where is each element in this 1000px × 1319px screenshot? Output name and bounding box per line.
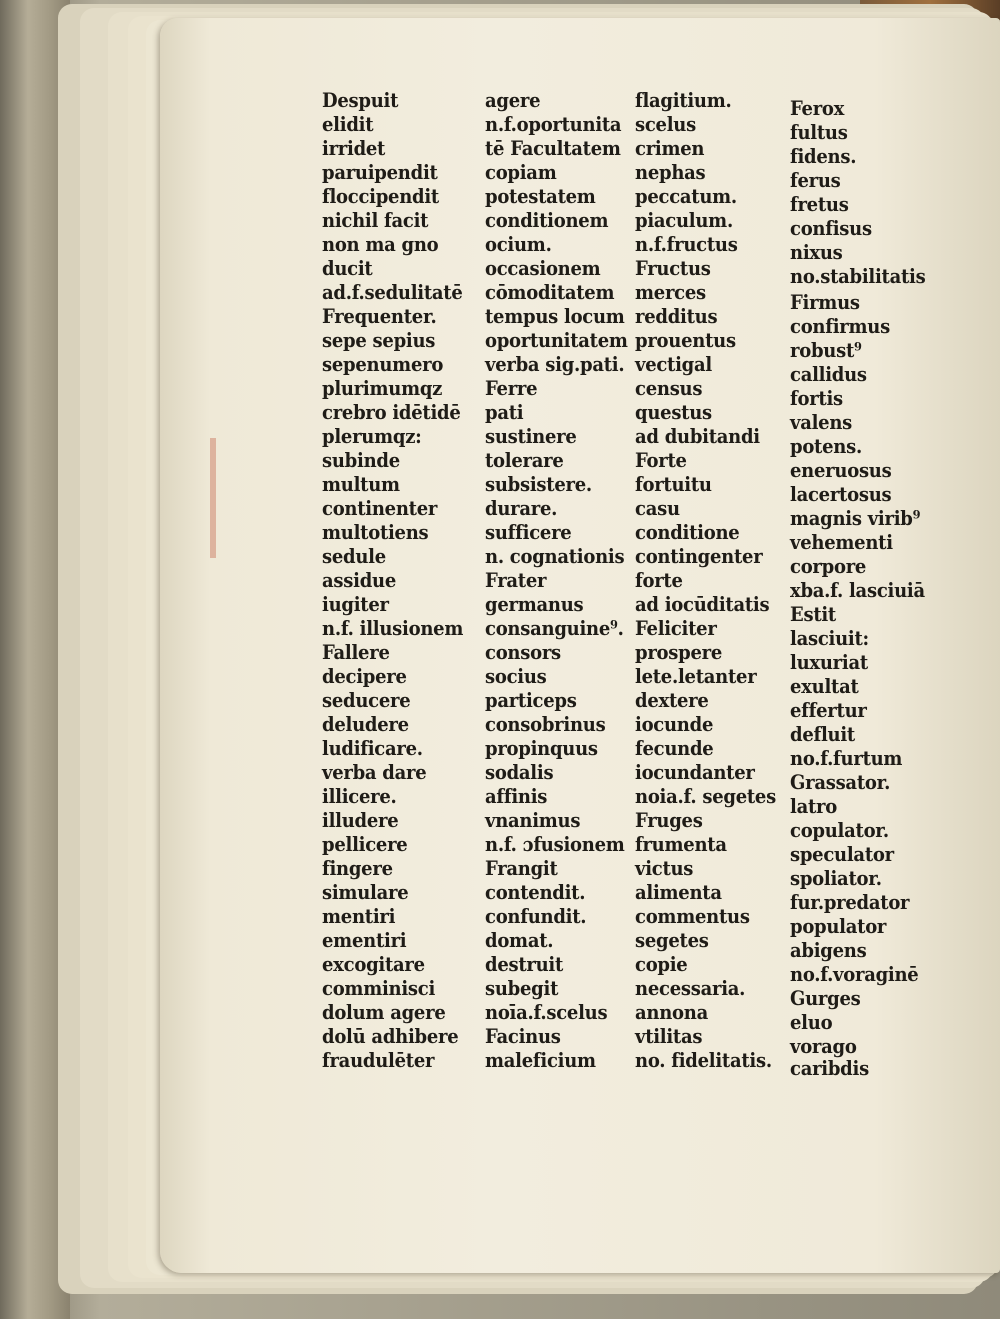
- text-line: fecunde: [635, 736, 714, 760]
- text-line: lacertosus: [790, 482, 892, 506]
- text-line: speculator: [790, 842, 894, 866]
- text-line: Forte: [635, 448, 687, 472]
- text-line: ad.f.sedulitatē: [322, 280, 463, 304]
- text-line: fraudulēter: [322, 1048, 435, 1072]
- text-line: eneruosus: [790, 458, 892, 482]
- text-line: Feliciter: [635, 616, 717, 640]
- text-line: Ferox: [790, 96, 845, 120]
- text-line: excogitare: [322, 952, 425, 976]
- text-line: seducere: [322, 688, 411, 712]
- text-line: conditionem: [485, 208, 609, 232]
- text-line: populator: [790, 914, 887, 938]
- text-line: ducit: [322, 256, 373, 280]
- text-line: domat.: [485, 928, 554, 952]
- text-line: vtilitas: [635, 1024, 703, 1048]
- text-line: tolerare: [485, 448, 564, 472]
- text-line: no.f.furtum: [790, 746, 903, 770]
- text-line: comminisci: [322, 976, 436, 1000]
- text-line: fur.predator: [790, 890, 910, 914]
- text-line: illudere: [322, 808, 399, 832]
- text-line: illicere.: [322, 784, 397, 808]
- text-line: forte: [635, 568, 683, 592]
- text-line: fretus: [790, 192, 849, 216]
- text-line: annona: [635, 1000, 708, 1024]
- text-line: fultus: [790, 120, 848, 144]
- text-line: noīa.f.scelus: [485, 1000, 608, 1024]
- text-line: nephas: [635, 160, 706, 184]
- text-line: iocunde: [635, 712, 714, 736]
- text-line: n.f. ɔfusionem: [485, 832, 625, 856]
- text-line: Frangit: [485, 856, 558, 880]
- text-line: irridet: [322, 136, 386, 160]
- text-line: peccatum.: [635, 184, 737, 208]
- text-line: iocundanter: [635, 760, 755, 784]
- text-line: n.f. illusionem: [322, 616, 464, 640]
- text-line: plerumqz:: [322, 424, 422, 448]
- text-line: verba dare: [322, 760, 427, 784]
- text-line: prouentus: [635, 328, 736, 352]
- text-line: ocium.: [485, 232, 552, 256]
- text-line: robust⁹: [790, 338, 862, 362]
- text-line: merces: [635, 280, 706, 304]
- text-line: questus: [635, 400, 712, 424]
- text-line: ementiri: [322, 928, 407, 952]
- text-line: vehementi: [790, 530, 893, 554]
- text-line: ad iocūditatis: [635, 592, 770, 616]
- text-line: eluo: [790, 1010, 833, 1034]
- text-line: dextere: [635, 688, 709, 712]
- text-line: elidit: [322, 112, 374, 136]
- text-line: lete.letanter: [635, 664, 757, 688]
- text-line: flagitium.: [635, 88, 732, 112]
- text-line: dolū adhibere: [322, 1024, 459, 1048]
- text-line: nichil facit: [322, 208, 429, 232]
- text-line: lasciuit:: [790, 626, 869, 650]
- text-line: maleficium: [485, 1048, 596, 1072]
- text-line: subsistere.: [485, 472, 592, 496]
- text-line: frumenta: [635, 832, 727, 856]
- text-line: contendit.: [485, 880, 586, 904]
- text-line: Frequenter.: [322, 304, 437, 328]
- text-line: n.f.fructus: [635, 232, 738, 256]
- text-line: copie: [635, 952, 688, 976]
- text-line: callidus: [790, 362, 867, 386]
- text-line: ferus: [790, 168, 841, 192]
- text-line: vnanimus: [485, 808, 581, 832]
- text-line: Frater: [485, 568, 547, 592]
- text-line: n.f.oportunita: [485, 112, 622, 136]
- text-line: vectigal: [635, 352, 712, 376]
- text-line: no.f.voraginē: [790, 962, 919, 986]
- text-line: sufficere: [485, 520, 572, 544]
- text-line: socius: [485, 664, 547, 688]
- text-line: pellicere: [322, 832, 408, 856]
- text-line: sodalis: [485, 760, 554, 784]
- text-line: crebro idētidē: [322, 400, 461, 424]
- text-line: affinis: [485, 784, 548, 808]
- text-line: confundit.: [485, 904, 587, 928]
- text-line: prospere: [635, 640, 723, 664]
- text-line: fidens.: [790, 144, 857, 168]
- text-line: Gurges: [790, 986, 861, 1010]
- text-line: sepenumero: [322, 352, 444, 376]
- text-line: fortis: [790, 386, 843, 410]
- text-line: pati: [485, 400, 524, 424]
- text-line: oportunitatem: [485, 328, 628, 352]
- text-line: defluit: [790, 722, 855, 746]
- text-line: subegit: [485, 976, 559, 1000]
- text-line: conditione: [635, 520, 740, 544]
- text-line: potens.: [790, 434, 862, 458]
- text-line: consanguine⁹.: [485, 616, 624, 640]
- text-line: verba sig.pati.: [485, 352, 625, 376]
- text-line: magnis virib⁹: [790, 506, 921, 530]
- text-line: mentiri: [322, 904, 396, 928]
- text-line: simulare: [322, 880, 409, 904]
- text-line: ludificare.: [322, 736, 423, 760]
- text-line: scelus: [635, 112, 696, 136]
- text-line: Estit: [790, 602, 836, 626]
- text-line: effertur: [790, 698, 867, 722]
- text-line: Fallere: [322, 640, 390, 664]
- text-line: spoliator.: [790, 866, 882, 890]
- text-line: abigens: [790, 938, 867, 962]
- text-line: durare.: [485, 496, 558, 520]
- text-line: corpore: [790, 554, 867, 578]
- text-line: deludere: [322, 712, 409, 736]
- text-line: latro: [790, 794, 837, 818]
- text-line: exultat: [790, 674, 859, 698]
- text-line: Fructus: [635, 256, 711, 280]
- text-line: Despuit: [322, 88, 399, 112]
- text-line: commentus: [635, 904, 750, 928]
- text-line: paruipendit: [322, 160, 438, 184]
- text-line: sedule: [322, 544, 386, 568]
- text-line: Fruges: [635, 808, 703, 832]
- text-line: agere: [485, 88, 541, 112]
- text-line: no. fidelitatis.: [635, 1048, 772, 1072]
- text-line: redditus: [635, 304, 718, 328]
- text-line: casu: [635, 496, 680, 520]
- text-line: luxuriat: [790, 650, 868, 674]
- text-line: copiam: [485, 160, 557, 184]
- text-line: necessaria.: [635, 976, 746, 1000]
- text-line: Facinus: [485, 1024, 561, 1048]
- text-line: particeps: [485, 688, 577, 712]
- text-line: fingere: [322, 856, 393, 880]
- text-line: consobrinus: [485, 712, 606, 736]
- text-line: potestatem: [485, 184, 596, 208]
- text-line: Firmus: [790, 290, 860, 314]
- text-line: tempus locum: [485, 304, 625, 328]
- text-line: decipere: [322, 664, 407, 688]
- text-line: crimen: [635, 136, 705, 160]
- text-line: Grassator.: [790, 770, 891, 794]
- text-line: floccipendit: [322, 184, 439, 208]
- text-line: caribdis: [790, 1056, 869, 1080]
- text-line: no.stabilitatis: [790, 264, 926, 288]
- text-line: non ma gno: [322, 232, 439, 256]
- text-line: vorago: [790, 1034, 857, 1058]
- text-line: plurimumqz: [322, 376, 443, 400]
- text-line: iugiter: [322, 592, 389, 616]
- text-line: continenter: [322, 496, 438, 520]
- text-line: contingenter: [635, 544, 763, 568]
- text-line: multotiens: [322, 520, 429, 544]
- text-line: propinquus: [485, 736, 598, 760]
- text-line: assidue: [322, 568, 397, 592]
- text-line: tē Facultatem: [485, 136, 621, 160]
- text-line: dolum agere: [322, 1000, 446, 1024]
- text-line: germanus: [485, 592, 584, 616]
- text-line: destruit: [485, 952, 564, 976]
- text-line: confisus: [790, 216, 872, 240]
- text-line: piaculum.: [635, 208, 733, 232]
- text-line: alimenta: [635, 880, 722, 904]
- text-line: consors: [485, 640, 561, 664]
- text-line: n. cognationis: [485, 544, 625, 568]
- text-line: occasionem: [485, 256, 601, 280]
- text-line: multum: [322, 472, 400, 496]
- text-line: segetes: [635, 928, 709, 952]
- page-stain: [210, 438, 216, 558]
- text-line: fortuitu: [635, 472, 712, 496]
- text-line: subinde: [322, 448, 400, 472]
- text-line: xba.f. lasciuiā: [790, 578, 925, 602]
- text-line: victus: [635, 856, 694, 880]
- text-line: cōmoditatem: [485, 280, 615, 304]
- text-line: sustinere: [485, 424, 577, 448]
- text-line: ad dubitandi: [635, 424, 760, 448]
- text-line: noia.f. segetes: [635, 784, 776, 808]
- text-line: census: [635, 376, 703, 400]
- text-line: confirmus: [790, 314, 890, 338]
- text-line: valens: [790, 410, 853, 434]
- text-line: copulator.: [790, 818, 889, 842]
- text-line: sepe sepius: [322, 328, 436, 352]
- text-line: nixus: [790, 240, 843, 264]
- text-line: Ferre: [485, 376, 538, 400]
